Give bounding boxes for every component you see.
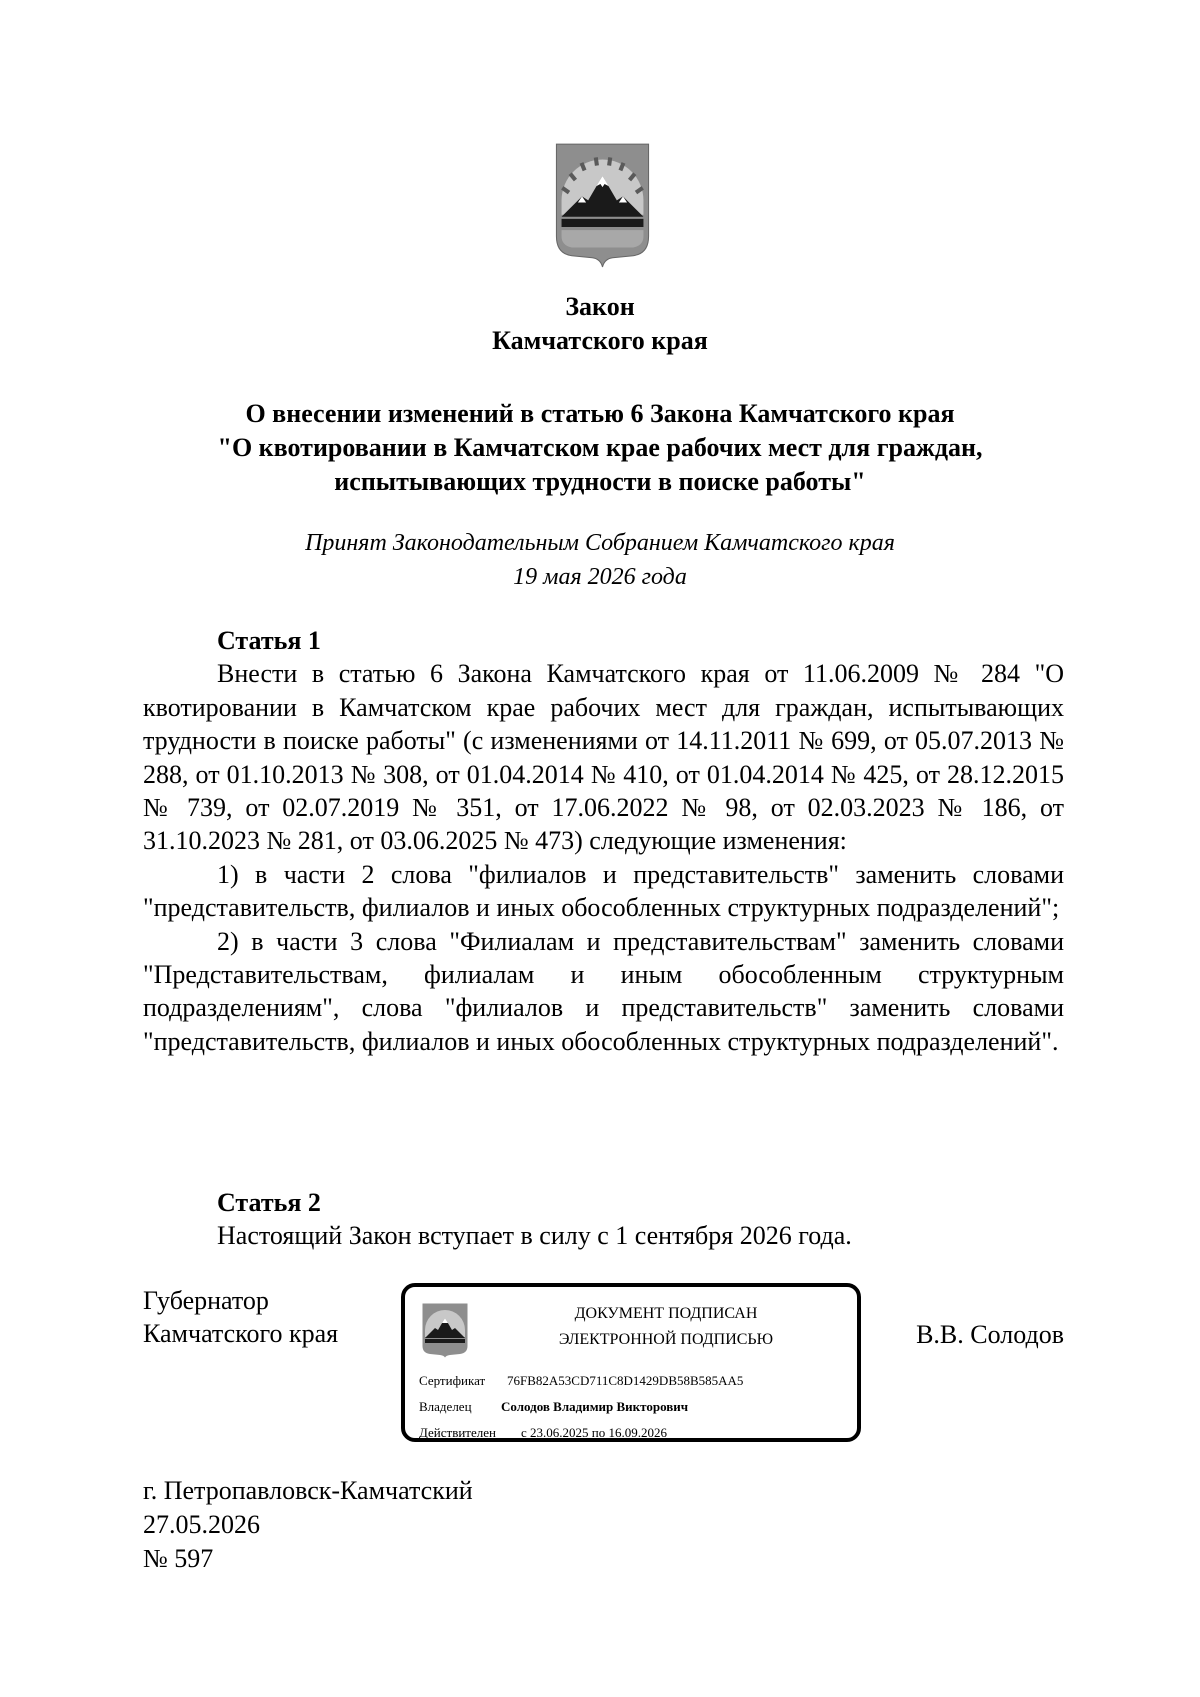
certificate-row xyxy=(419,1373,743,1389)
stamp-title-line: ДОКУМЕНТ ПОДПИСАН xyxy=(574,1305,758,1322)
law-title xyxy=(120,397,1080,499)
document-number: № 597 xyxy=(143,1544,214,1573)
electronic-signature-stamp xyxy=(401,1283,861,1442)
signer-name: В.В. Солодов xyxy=(916,1320,1064,1349)
stamp-title-line: ЭЛЕКТРОННОЙ ПОДПИСЬЮ xyxy=(558,1331,774,1348)
owner-row xyxy=(419,1399,688,1415)
kamchatka-coat-of-arms-icon xyxy=(551,139,654,268)
article-paragraph: 2) в части 3 слова "Филиалам и представительствам" заменить словами "Представительствам, филиалам и иным обособленным структурным подразделениям", слова "филиалов и представительств" заменить словами "представительств, филиалов и иных обособленных структурных подразделений". xyxy=(143,926,1064,1056)
law-title-line: "О квотировании в Камчатском крае рабочих мест для граждан, xyxy=(217,433,983,462)
coat-of-arms-icon xyxy=(420,1301,470,1358)
law-title-line: О внесении изменений в статью 6 Закона Камчатского края xyxy=(245,399,955,428)
validity-value: с 23.06.2025 по 16.09.2026 xyxy=(521,1425,667,1440)
article-heading: Статья 1 xyxy=(217,626,321,655)
validity-row xyxy=(419,1425,667,1441)
certificate-value: 76FB82A53CD711C8D1429DB58B585AA5 xyxy=(507,1373,744,1388)
article-paragraph: Внести в статью 6 Закона Камчатского края от 11.06.2009 № 284 "О квотировании в Камчатском крае рабочих мест для граждан, испытывающих трудности в поиске работы" (с изменениями от 14.11.2011 № 699, от 05.07.2013 № 288, от 01.10.2013 № 308, от 01.04.2014 № 410, от 01.04.2014 № 425, от 28.12.2015 № 739, от 02.07.2019 № 351, от 17.06.2022 № 98, от 02.03.2023 № 186, от 31.10.2023 № 281, от 03.06.2025 № 473) следующие изменения: xyxy=(143,659,1064,856)
signatory-position-line: Губернатор xyxy=(143,1286,269,1315)
article-2 xyxy=(143,1186,1064,1253)
document-requisites xyxy=(143,1474,473,1576)
article-heading: Статья 2 xyxy=(217,1188,321,1217)
adoption-line: Принят Законодательным Собранием Камчатского края xyxy=(305,530,895,556)
article-paragraph: Настоящий Закон вступает в силу с 1 сентября 2026 года. xyxy=(217,1221,852,1251)
law-header xyxy=(120,290,1080,358)
stamp-title xyxy=(485,1301,847,1353)
certificate-label: Сертификат xyxy=(419,1373,486,1388)
law-title-line: испытывающих трудности в поиске работы" xyxy=(334,467,866,496)
law-region: Камчатского края xyxy=(492,326,708,355)
owner-label: Владелец xyxy=(419,1399,472,1414)
owner-value: Солодов Владимир Викторович xyxy=(501,1399,689,1414)
law-label: Закон xyxy=(565,292,635,321)
adoption-date: 19 мая 2026 года xyxy=(513,564,687,590)
article-paragraph: 1) в части 2 слова "филиалов и представительств" заменить словами "представительств, филиалов и иных обособленных структурных подразделений"; xyxy=(143,859,1064,923)
issue-date: 27.05.2026 xyxy=(143,1510,260,1539)
signatory-position-line: Камчатского края xyxy=(143,1319,339,1349)
signatory-position xyxy=(143,1284,338,1351)
issue-city: г. Петропавловск-Камчатский xyxy=(143,1476,473,1505)
article-1 xyxy=(143,624,1064,1058)
adoption-note xyxy=(120,526,1080,594)
validity-label: Действителен xyxy=(419,1425,496,1440)
